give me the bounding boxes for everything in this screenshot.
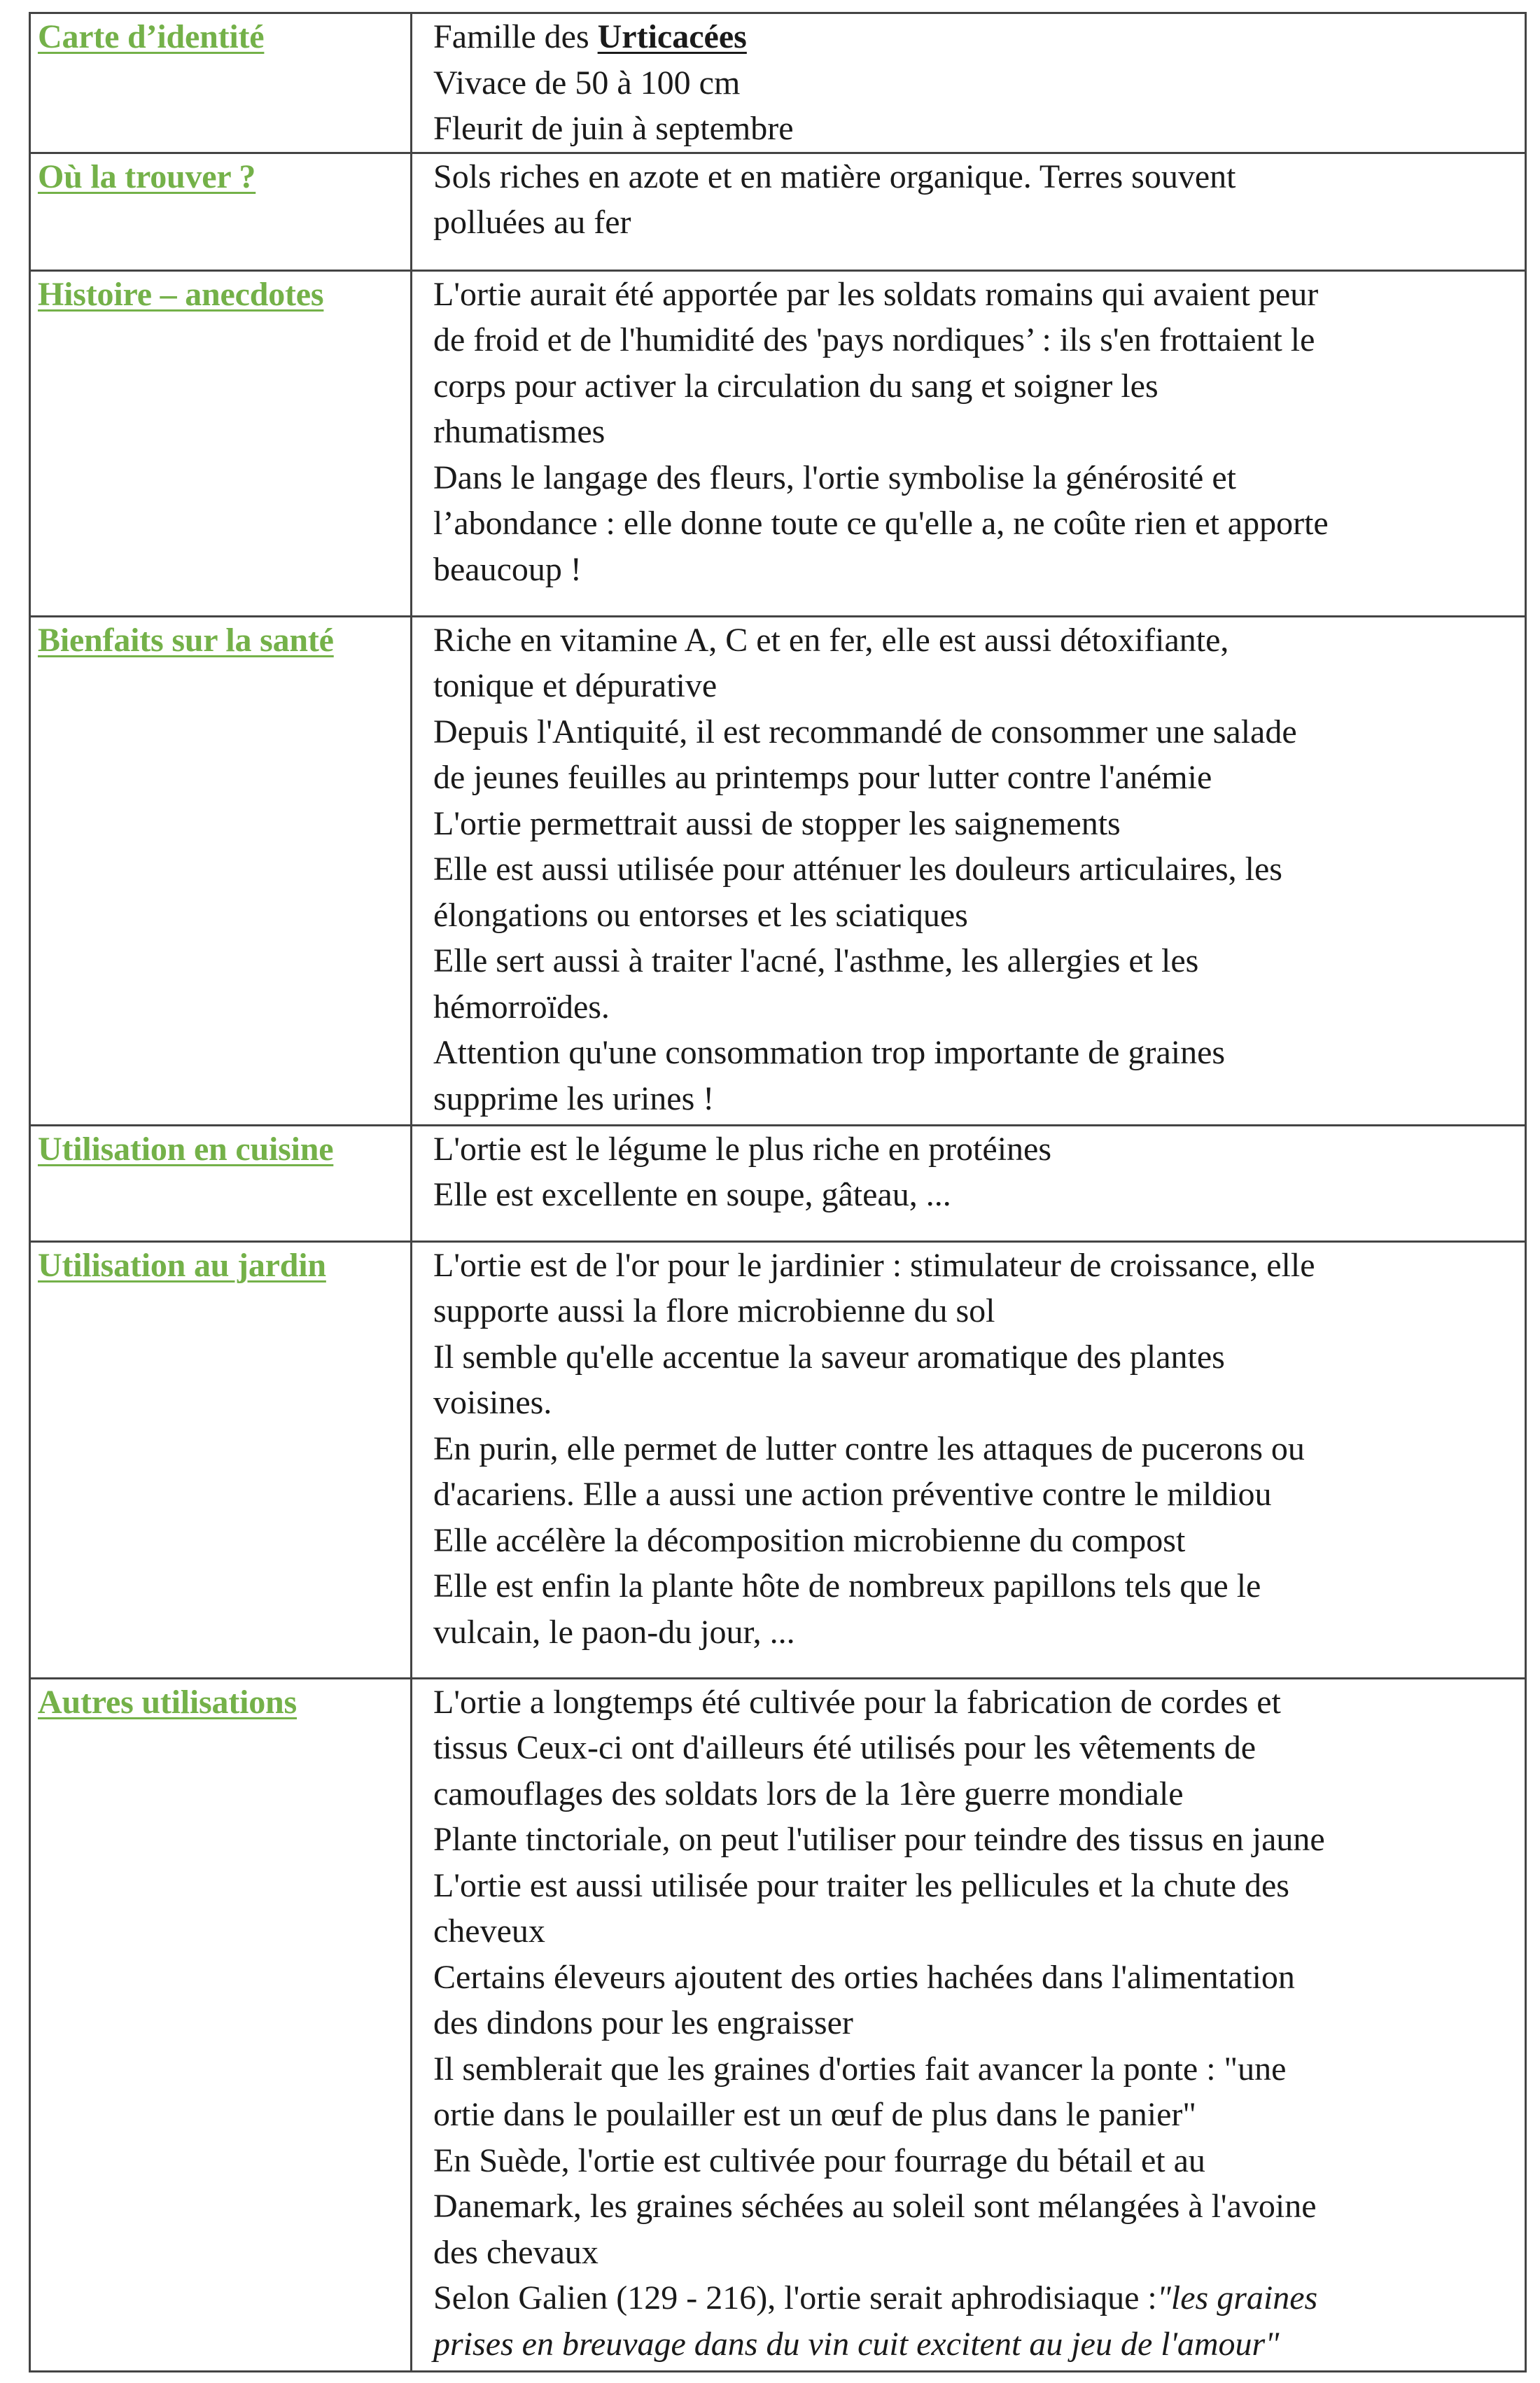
content-line: hémorroïdes. bbox=[433, 988, 610, 1026]
content-line: En purin, elle permet de lutter contre les attaques de pucerons ou bbox=[433, 1430, 1305, 1467]
content-line: L'ortie est de l'or pour le jardinier : stimulateur de croissance, elle bbox=[433, 1246, 1315, 1284]
content-line: L'ortie est le légume le plus riche en protéines bbox=[433, 1130, 1052, 1168]
fiche-sheet bbox=[29, 12, 1525, 2372]
content-line: beaucoup ! bbox=[433, 550, 582, 588]
content-line: l’abondance : elle donne toute ce qu'elle a, ne coûte rien et apporte bbox=[433, 505, 1329, 542]
content-line: Il semblerait que les graines d'orties fait avancer la ponte : "une bbox=[433, 2050, 1287, 2088]
content-line bbox=[433, 2275, 1509, 2321]
content-line: de froid et de l'humidité des 'pays nordiques’ : ils s'en frottaient le bbox=[433, 321, 1315, 358]
row-label-cell bbox=[30, 13, 412, 153]
content-line: Vivace de 50 à 100 cm bbox=[433, 64, 741, 102]
row-label: Utilisation en cuisine bbox=[38, 1130, 334, 1168]
row-label: Utilisation au jardin bbox=[38, 1246, 326, 1284]
row-label-cell bbox=[30, 153, 412, 270]
row-label-cell bbox=[30, 270, 412, 616]
row-label-cell bbox=[30, 1241, 412, 1678]
content-line bbox=[433, 14, 1509, 60]
table-row bbox=[30, 616, 1526, 1125]
table-row bbox=[30, 270, 1526, 616]
content-text: Famille des bbox=[433, 18, 598, 55]
plant-info-table bbox=[29, 12, 1527, 2372]
table-row bbox=[30, 153, 1526, 270]
row-label-cell bbox=[30, 1125, 412, 1241]
content-line: Elle est enfin la plante hôte de nombreux papillons tels que le bbox=[433, 1567, 1261, 1605]
table-row bbox=[30, 13, 1526, 153]
content-line: Sols riches en azote et en matière organique. Terres souvent bbox=[433, 158, 1236, 195]
content-line: L'ortie permettrait aussi de stopper les saignements bbox=[433, 804, 1121, 842]
content-line: des dindons pour les engraisser bbox=[433, 2004, 853, 2041]
content-line: vulcain, le paon-du jour, ... bbox=[433, 1613, 795, 1651]
content-line: L'ortie a longtemps été cultivée pour la fabrication de cordes et bbox=[433, 1683, 1281, 1721]
table-row bbox=[30, 1241, 1526, 1678]
row-content-cell bbox=[412, 1241, 1526, 1678]
content-line: Elle accélère la décomposition microbienne du compost bbox=[433, 1521, 1186, 1559]
content-line: Plante tinctoriale, on peut l'utiliser pour teindre des tissus en jaune bbox=[433, 1821, 1325, 1858]
content-line: voisines. bbox=[433, 1384, 552, 1421]
row-label: Carte d’identité bbox=[38, 18, 265, 55]
content-line: polluées au fer bbox=[433, 204, 631, 241]
content-line: ortie dans le poulailler est un œuf de plus dans le panier" bbox=[433, 2096, 1196, 2133]
content-line: tonique et dépurative bbox=[433, 667, 718, 704]
row-content-cell bbox=[412, 153, 1526, 270]
content-line: supporte aussi la flore microbienne du sol bbox=[433, 1292, 995, 1329]
content-line: Fleurit de juin à septembre bbox=[433, 110, 794, 147]
content-line: Elle sert aussi à traiter l'acné, l'asthme, les allergies et les bbox=[433, 942, 1199, 979]
row-label: Histoire – anecdotes bbox=[38, 275, 324, 313]
content-line: Attention qu'une consommation trop importante de graines bbox=[433, 1034, 1226, 1071]
quote-text: "les graines bbox=[1156, 2279, 1318, 2316]
content-line: Dans le langage des fleurs, l'ortie symbolise la générosité et bbox=[433, 459, 1236, 496]
content-line: des chevaux bbox=[433, 2233, 598, 2271]
row-label: Bienfaits sur la santé bbox=[38, 621, 334, 659]
content-line: Certains éleveurs ajoutent des orties hachées dans l'alimentation bbox=[433, 1958, 1295, 1996]
row-label-cell bbox=[30, 616, 412, 1125]
content-line: Depuis l'Antiquité, il est recommandé de consommer une salade bbox=[433, 713, 1297, 750]
row-content-cell bbox=[412, 1125, 1526, 1241]
content-line: camouflages des soldats lors de la 1ère guerre mondiale bbox=[433, 1775, 1184, 1812]
row-content-cell bbox=[412, 270, 1526, 616]
table-row bbox=[30, 1678, 1526, 2371]
quote-line: prises en breuvage dans du vin cuit excitent au jeu de l'amour" bbox=[433, 2325, 1280, 2363]
content-line: cheveux bbox=[433, 1913, 545, 1950]
row-content-cell bbox=[412, 616, 1526, 1125]
content-line: Elle est excellente en soupe, gâteau, ... bbox=[433, 1176, 951, 1213]
row-label: Autres utilisations bbox=[38, 1683, 298, 1721]
family-name: Urticacées bbox=[597, 18, 747, 55]
content-line: Danemark, les graines séchées au soleil sont mélangées à l'avoine bbox=[433, 2188, 1317, 2225]
content-line: Riche en vitamine A, C et en fer, elle est aussi détoxifiante, bbox=[433, 621, 1229, 659]
content-line: corps pour activer la circulation du sang et soigner les bbox=[433, 367, 1158, 405]
content-line: Elle est aussi utilisée pour atténuer les douleurs articulaires, les bbox=[433, 851, 1282, 888]
content-line: élongations ou entorses et les sciatiques bbox=[433, 896, 968, 934]
content-line: Il semble qu'elle accentue la saveur aromatique des plantes bbox=[433, 1338, 1225, 1376]
content-line: tissus Ceux-ci ont d'ailleurs été utilisés pour les vêtements de bbox=[433, 1729, 1256, 1766]
content-line: En Suède, l'ortie est cultivée pour fourrage du bétail et au bbox=[433, 2141, 1205, 2179]
row-label-cell bbox=[30, 1678, 412, 2371]
table-row bbox=[30, 1125, 1526, 1241]
row-content-cell bbox=[412, 1678, 1526, 2371]
content-line: supprime les urines ! bbox=[433, 1079, 715, 1117]
content-line: d'acariens. Elle a aussi une action préventive contre le mildiou bbox=[433, 1476, 1272, 1513]
content-text: Selon Galien (129 - 216), l'ortie serait aphrodisiaque : bbox=[433, 2279, 1157, 2316]
row-label: Où la trouver ? bbox=[38, 158, 256, 195]
content-line: de jeunes feuilles au printemps pour lutter contre l'anémie bbox=[433, 759, 1212, 796]
content-line: rhumatismes bbox=[433, 413, 606, 450]
content-line: L'ortie aurait été apportée par les soldats romains qui avaient peur bbox=[433, 275, 1319, 313]
content-line: L'ortie est aussi utilisée pour traiter les pellicules et la chute des bbox=[433, 1866, 1289, 1904]
row-content-cell bbox=[412, 13, 1526, 153]
